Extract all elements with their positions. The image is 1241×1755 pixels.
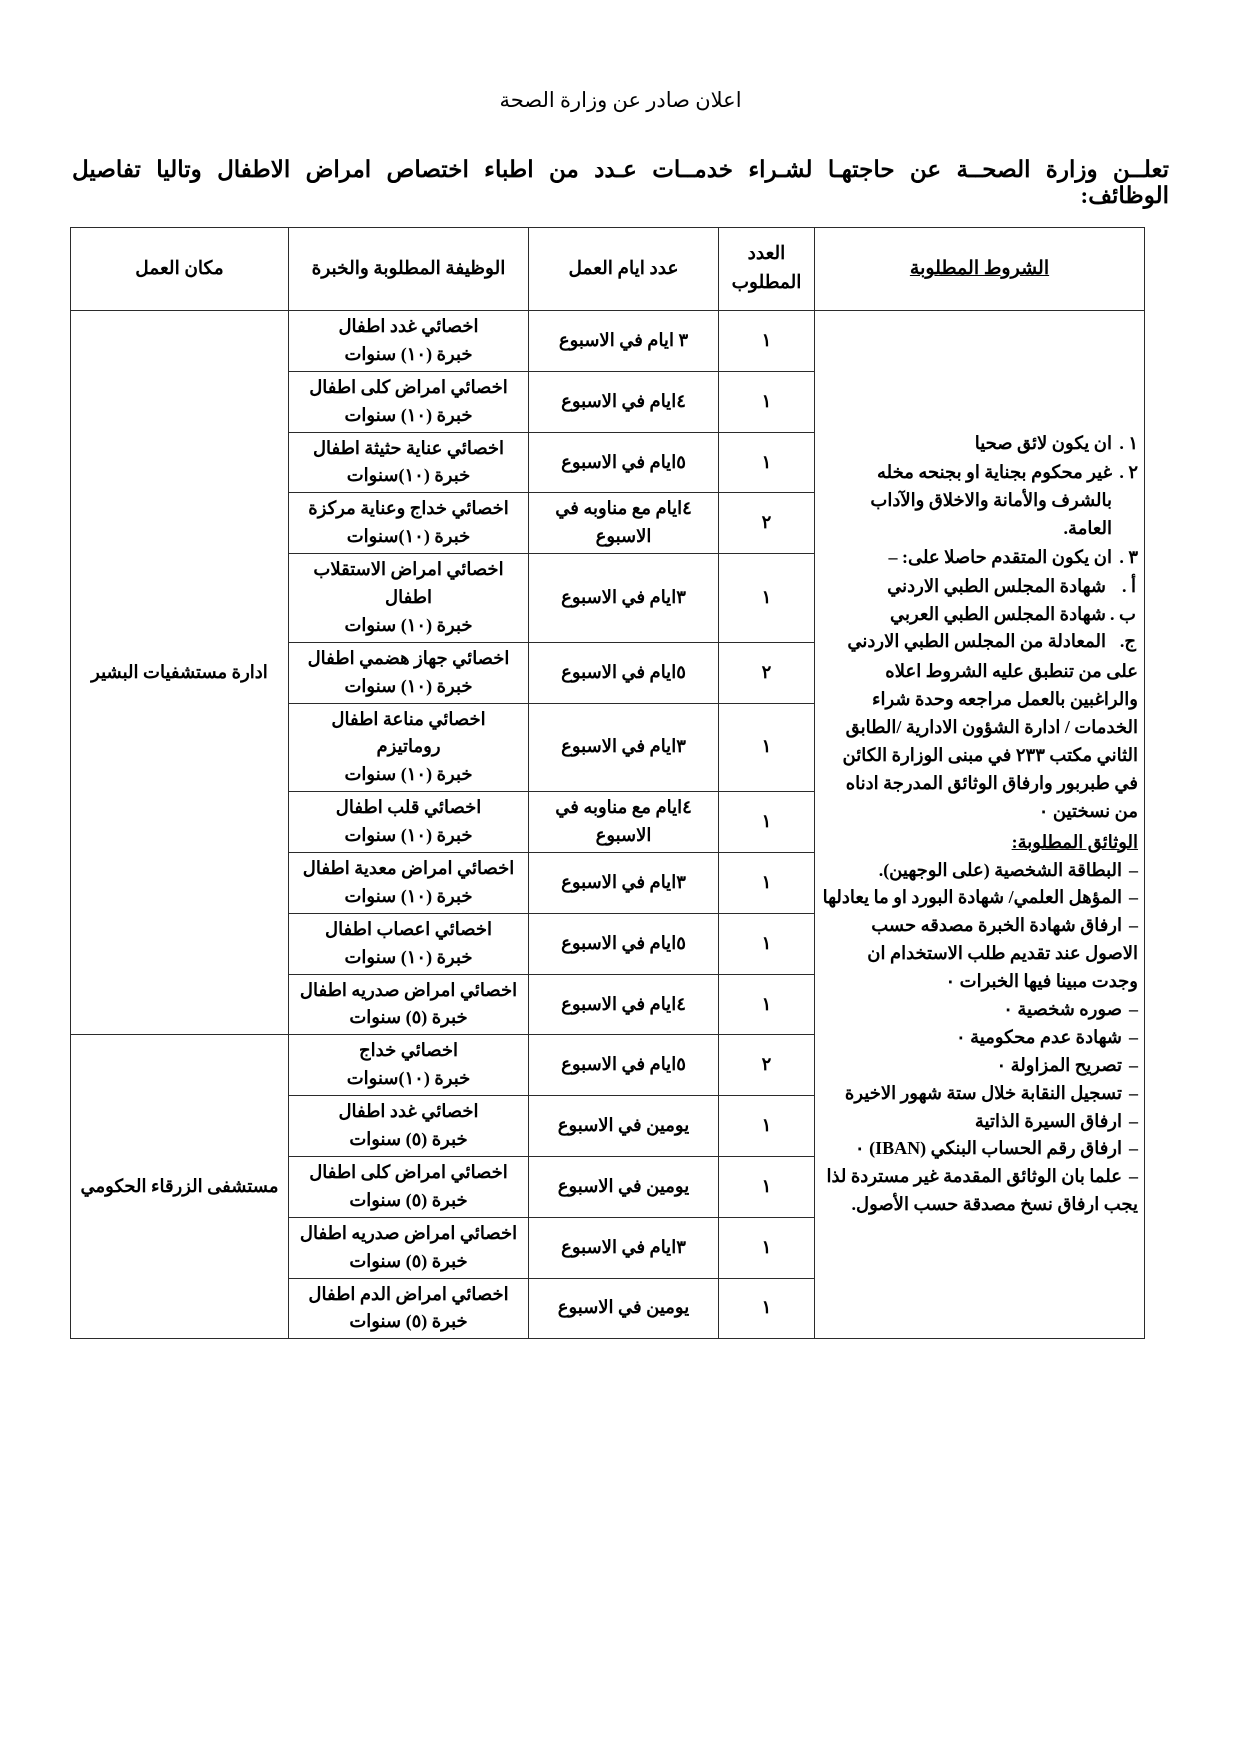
count-cell: ١: [719, 792, 815, 853]
job-title: اخصائي غدد اطفال: [338, 316, 479, 336]
conditions-paragraph: على من تنطبق عليه الشروط اعلاه والراغبين بالعمل مراجعه وحدة شراء الخدمات / ادارة الشؤون الادارية /الطابق الثاني مكتب ٢٣٣ في مبنى الوزارة الكائن في طبربور وارفاق الوثائق المدرجة ادناه من نسختين ٠: [842, 661, 1138, 821]
days-cell: ٣ايام في الاسبوع: [529, 554, 719, 643]
required-documents-list: [821, 857, 1138, 1220]
days-cell: ٥ايام في الاسبوع: [529, 1035, 719, 1096]
job-title: اخصائي غدد اطفال: [338, 1101, 479, 1122]
document-item: [821, 1108, 1138, 1136]
job-experience: خبرة (١٠)سنوات: [346, 1068, 471, 1089]
count-cell: ١: [719, 371, 815, 432]
condition-item: غير محكوم بجناية او بجنحه مخله بالشرف والأمانة والاخلاق والآداب العامة.: [870, 462, 1112, 538]
conditions-cell: [815, 311, 1145, 1339]
job-title: اخصائي قلب اطفال: [335, 797, 482, 818]
required-documents-heading: الوثائق المطلوبة:: [1011, 831, 1138, 852]
jobs-table-body: [71, 311, 1145, 1339]
condition-sub-item: [821, 573, 1138, 601]
count-cell: ١: [719, 703, 815, 792]
days-cell: ٥ايام في الاسبوع: [529, 432, 719, 493]
document-item-text: صوره شخصية ٠: [1003, 998, 1122, 1019]
job-title: اخصائي امراض صدريه اطفال: [299, 1222, 518, 1243]
sub-item-marker-b: ب .: [1110, 603, 1136, 624]
days-cell: ٤ايام مع مناوبه في الاسبوع: [529, 792, 719, 853]
job-experience: خبرة (١٠)سنوات: [346, 465, 471, 486]
days-cell: ٥ايام في الاسبوع: [529, 913, 719, 974]
job-experience: خبرة (٥) سنوات: [349, 1007, 468, 1028]
job-experience: خبرة (١٠) سنوات: [344, 885, 473, 906]
dash-icon: –: [1129, 1082, 1138, 1103]
job-title: اخصائي جهاز هضمي اطفال: [307, 647, 510, 668]
intro-paragraph: تعلــن وزارة الصحــة عن حاجتهـا لشـراء خدمــات عـدد من اطباء اختصاص امراض الاطفال وتاليا تفاصيل الوظائف:: [72, 157, 1169, 208]
count-cell: ١: [719, 974, 815, 1035]
job-experience: خبرة (١٠) سنوات: [344, 946, 473, 967]
document-item: [821, 857, 1138, 885]
document-item-text: ارفاق شهادة الخبرة مصدقه حسب الاصول عند تقديم طلب الاستخدام ان وجدت مبينا فيها الخبرات ٠: [867, 915, 1138, 992]
job-cell: [289, 913, 529, 974]
document-item: [821, 1135, 1138, 1163]
dash-icon: –: [1129, 859, 1138, 880]
job-experience: خبرة (١٠) سنوات: [344, 614, 473, 635]
days-cell: ٤ايام في الاسبوع: [529, 371, 719, 432]
count-cell: ٢: [719, 642, 815, 703]
job-cell: [289, 703, 529, 792]
document-item-text: المؤهل العلمي/ شهادة البورد او ما يعادلها: [822, 887, 1122, 908]
count-cell: ١: [719, 554, 815, 643]
job-cell: [289, 371, 529, 432]
job-title: اخصائي امراض الاستقلاب: [313, 559, 504, 580]
job-title: اخصائي امراض كلى اطفال: [309, 376, 508, 397]
dash-icon: –: [1129, 1166, 1138, 1187]
document-item-text: شهادة عدم محكومية ٠: [955, 1026, 1122, 1047]
job-title: اخصائي اعصاب اطفال: [324, 918, 492, 939]
days-cell: ٤ايام في الاسبوع: [529, 974, 719, 1035]
conditions-numbered-list: [821, 430, 1138, 571]
job-title: اخصائي امراض معدية اطفال: [302, 858, 515, 879]
sub-item-marker-c: ج.: [1119, 631, 1136, 652]
header-count: [719, 228, 815, 311]
days-cell: ٣ ايام في الاسبوع: [529, 311, 719, 372]
count-cell: ١: [719, 1217, 815, 1278]
job-experience: خبرة (١٠) سنوات: [344, 404, 473, 425]
days-cell: ٤ايام مع مناوبه في الاسبوع: [529, 493, 719, 554]
job-title: اخصائي خداج وعناية مركزة: [308, 498, 509, 519]
document-item-text: تسجيل النقابة خلال ستة شهور الاخيرة: [844, 1082, 1122, 1103]
header-days: عدد ايام العمل: [529, 228, 719, 311]
header-count-line2: المطلوب: [731, 273, 802, 293]
count-cell: ٢: [719, 493, 815, 554]
days-cell: ٣ايام في الاسبوع: [529, 1217, 719, 1278]
days-cell: يومين في الاسبوع: [529, 1156, 719, 1217]
job-cell: [289, 1156, 529, 1217]
count-cell: ١: [719, 1096, 815, 1157]
job-title: اخصائي مناعة اطفال: [331, 708, 486, 729]
table-row: [71, 311, 1145, 372]
job-experience: خبرة (٥) سنوات: [349, 1311, 468, 1332]
job-title: اخصائي امراض كلى اطفال: [309, 1161, 508, 1182]
dash-icon: –: [1129, 1110, 1138, 1131]
sub-item-text-a: شهادة المجلس الطبي الاردني: [887, 575, 1106, 596]
document-item-text: ارفاق السيرة الذاتية: [974, 1110, 1122, 1131]
job-cell: [289, 1096, 529, 1157]
job-title: اخصائي خداج: [359, 1040, 458, 1061]
job-cell: [289, 1035, 529, 1096]
dash-icon: –: [1129, 1054, 1138, 1075]
document-item: [821, 1163, 1138, 1219]
document-item: [821, 1080, 1138, 1108]
condition-item: ان يكون المتقدم حاصلا على: –: [888, 546, 1112, 567]
job-title: اخصائي امراض صدريه اطفال: [299, 979, 518, 1000]
conditions-sub-list: [821, 573, 1138, 657]
document-item: [821, 884, 1138, 912]
count-cell: ١: [719, 432, 815, 493]
count-cell: ١: [719, 913, 815, 974]
days-cell: يومين في الاسبوع: [529, 1096, 719, 1157]
document-item-text: ارفاق رقم الحساب البنكي (IBAN) ٠: [854, 1138, 1122, 1159]
header-conditions: [815, 228, 1145, 311]
job-cell: [289, 1217, 529, 1278]
job-cell: [289, 432, 529, 493]
document-item-text: علما بان الوثائق المقدمة غير مستردة لذا يجب ارفاق نسخ مصدقة حسب الأصول.: [826, 1166, 1138, 1215]
count-cell: ٢: [719, 1035, 815, 1096]
job-cell: [289, 974, 529, 1035]
job-experience: خبرة (٥) سنوات: [349, 1189, 468, 1210]
sub-item-marker-a: أ .: [1121, 575, 1136, 596]
sub-item-text-b: شهادة المجلس الطبي العربي: [889, 603, 1106, 624]
count-cell: ١: [719, 1278, 815, 1339]
header-job: الوظيفة المطلوبة والخبرة: [289, 228, 529, 311]
days-cell: ٥ايام في الاسبوع: [529, 642, 719, 703]
document-item-text: تصريح المزاولة ٠: [996, 1054, 1122, 1075]
days-cell: ٣ايام في الاسبوع: [529, 703, 719, 792]
dash-icon: –: [1129, 915, 1138, 936]
document-item-text: البطاقة الشخصية (على الوجهين).: [878, 859, 1122, 880]
job-experience: خبرة (٥) سنوات: [349, 1250, 468, 1271]
job-cell: [289, 642, 529, 703]
document-item: [821, 996, 1138, 1024]
job-experience: خبرة (١٠) سنوات: [344, 675, 473, 696]
header-conditions-label: الشروط المطلوبة: [909, 258, 1050, 280]
document-item: [821, 1024, 1138, 1052]
dash-icon: –: [1129, 887, 1138, 908]
table-header-row: [71, 228, 1145, 311]
page-title: اعلان صادر عن وزارة الصحة: [499, 88, 742, 112]
job-title-cont: روماتيزم: [376, 736, 441, 757]
days-cell: ٣ايام في الاسبوع: [529, 853, 719, 914]
job-title: اخصائي امراض الدم اطفال: [308, 1283, 509, 1304]
dash-icon: –: [1129, 1138, 1138, 1159]
job-experience: خبرة (١٠) سنوات: [344, 343, 473, 364]
job-title: اخصائي عناية حثيثة اطفال: [312, 437, 505, 458]
days-cell: يومين في الاسبوع: [529, 1278, 719, 1339]
job-experience: خبرة (١٠) سنوات: [344, 825, 473, 846]
count-cell: ١: [719, 1156, 815, 1217]
header-place: مكان العمل: [71, 228, 289, 311]
job-cell: [289, 792, 529, 853]
dash-icon: –: [1129, 1026, 1138, 1047]
workplace-cell: ادارة مستشفيات البشير: [71, 311, 289, 1035]
job-cell: [289, 853, 529, 914]
header-count-line1: العدد: [747, 244, 786, 265]
job-experience: خبرة (١٠) سنوات: [344, 764, 473, 785]
job-cell: [289, 493, 529, 554]
dash-icon: –: [1129, 998, 1138, 1019]
job-cell: [289, 311, 529, 372]
condition-item: ان يكون لائق صحيا: [974, 433, 1112, 454]
condition-sub-item: [821, 628, 1138, 656]
job-experience: خبرة (١٠)سنوات: [346, 526, 471, 547]
document-item: [821, 1052, 1138, 1080]
document-item: [821, 912, 1138, 996]
job-title-cont: اطفال: [385, 587, 432, 608]
count-cell: ١: [719, 853, 815, 914]
jobs-table: [70, 227, 1145, 1339]
workplace-cell: مستشفى الزرقاء الحكومي: [71, 1035, 289, 1339]
count-cell: ١: [719, 311, 815, 372]
condition-sub-item: [821, 601, 1138, 629]
sub-item-text-c: المعادلة من المجلس الطبي الاردني: [847, 631, 1106, 652]
job-cell: [289, 1278, 529, 1339]
job-experience: خبرة (٥) سنوات: [349, 1129, 468, 1150]
job-cell: [289, 554, 529, 643]
